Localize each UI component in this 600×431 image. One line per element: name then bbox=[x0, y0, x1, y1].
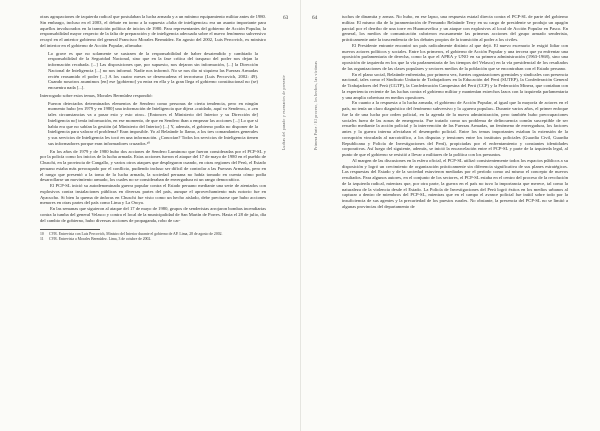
paragraph: En las semanas que siguieron al ataque del 17 de mayo de 1980, grupos de senderistas arrojaron bombas incendiarias contra la tumba del general Velasco y contra el local de la municipalidad de San Martín de Porres. Hasta el 28 de julio, día del cambio de gobierno, hubo diversas acciones de propaganda, robo de car- bbox=[40, 206, 266, 223]
paragraph: En cuanto a la respuesta a la lucha armada, el gobierno de Acción Popular, al igual que la mayoría de actores en el país, no tenía un claro diagnóstico del fenómeno subversivo y la «guerra popular». Durante varios años, el primer enfoque fue la de una lucha por orden policial, en la agenda de la nueva administración, pero también hubo preocupaciones sociales fuera de las zonas de emergencia. Fue tratado como un problema de delincuencia común susceptible de ser resuelto mediante la acción policial y la intervención de las Fuerzas Armadas, un fenómeno de envergadura, los factores antes y la guerra interna afectaban el desempeño policial. Entre los temas importantes estaban la extensión de la corrupción vinculada al narcotráfico, a los disputas y tensiones entre los institutos policiales (Guardia Civil, Guardia Republicana y Policía de Investigaciones del Perú), propiciadas por el enfrentamiento y constantes identidades corporativas. Así luego del siguiente, además, se inició la encarcelación entre el PCP-SL y parte de la izquierda legal, al punto de que el gobierno se resistió a llevar a militares de la política con los presuntos. bbox=[342, 100, 568, 157]
footnote-rule bbox=[40, 229, 100, 230]
page-number: 63 bbox=[283, 15, 289, 21]
running-head: Primera Parte / El proceso, los hechos, las víctimas bbox=[314, 60, 318, 150]
right-page bbox=[300, 0, 600, 431]
running-head: Luchas del pasado y escenarios de presente bbox=[282, 75, 286, 150]
paragraph: El Presidente entrante encontró un país radicalmente distinto al que dejó. El nuevo escenario le exigió lidiar con nuevos actores políticos y sociales. Entre los primeros, el gobierno de Acción Popular y una tercera que ya enfrentar una oposición parlamentaria de derecha, como la que el APRA y UNO en su primera administración (1963-1968), sino una oposición de izquierda en los que la vía parlamentaria de los tiempos del Velasco) en la vía presidencial de los resultados de las organizaciones de las clases populares y sectores medios de la población que se encontraban con el Estado peruano. bbox=[342, 42, 568, 71]
paragraph: En el plano social, Belaúnde enfrentaba, por primera vez, fuertes organizaciones gremiales y sindicales con presencia nacional, tales como el Sindicato Unitario de Trabajadores en la Educación del Perú (SUTEP), la Confederación General de Trabajadores del Perú (CGTP), la Confederación Campesina del Perú (CCP) y la Federación Minera, que contaban con la experiencia reciente de las luchas contra el gobierno militar y mantenían estrechos lazos con la izquierda parlamentaria y una amplia cobertura en medios opositores. bbox=[342, 71, 568, 100]
paragraph: Interrogado sobre estos temas, Morales Bermúdez respondió: bbox=[40, 92, 153, 98]
block-quote: Fueron detectados determinados elementos de Sendero como personas de cierta tendencia, pero en ningún momento hubo [en 1979 y en 1980] una información de Inteligencia que dijera «cuidado, aquí va Sendero», o «en tales circunstancias va a pasar esto y esto otro». [Entonces el Ministerio del Interior y su Dirección de] Inteligencia no] tenía información, en ese momento, de que en Sendero iban a empezar las acciones [...] Lo que sí había era que no sabían la gestión (al Ministerio del Interior) [...] Y, además, el gobierno podía no disponer de la Inteligencia para valorar el problema? Eran imposible. Yo al Belaúnde lo llamo, a los tres comandantes generales y sus servicios de Inteligencia les tocó en una información. ¿Conocían? Todos los servicios de Inteligencia tienen sus informadores porque eran informadores cruzados.¹⁰ bbox=[48, 100, 258, 146]
footnote-number: 11 bbox=[40, 236, 44, 241]
paragraph: otras agrupaciones de izquierda radical que postulaban la lucha armada y a un mínimo equipamiento militar antes de 1980. Sin embargo, incluso en el 2003, el debate en torno a la supuesta «falta de inteligencia» era un asunto importante para aquellos involucrados en la transición política de inicios de 1980. Para representantes del gobierno de Acción Popular, la responsabilidad mayor respecto de la falta de preparación y de inteligencia adecuada sobre el nuevo fenómeno subversivo recayó en el anterior gobierno del general Francisco Morales Bermúdez. En agosto del 2002, Luis Percovich, ex ministro del interior en el gobierno de Acción Popular, afirmaba: bbox=[40, 14, 266, 48]
paragraph: El PCP-SL inició su autodenominada guerra popular contra el Estado peruano mediante una serie de atentados con explosivos contra instalaciones públicas en diversas partes del país, aunque el aprovechamiento más notorio fue en Ayacucho. Si bien la quema de ánforas en Chuschi fue visto como un hecho aislado, debe precisarse que hubo acciones menores en otras partes del país como Lima y La Oroya. bbox=[40, 183, 266, 206]
page-number: 64 bbox=[312, 15, 318, 21]
left-page-text bbox=[40, 14, 266, 241]
paragraph: Al margen de las discusiones en la esfera oficial, el PCP-SL utilizó consistentemente todos los espacios públicos a su disposición y logró un crecimiento de organización prácticamente sin diferencia significativa de sus planes estratégicos. Las respuestas del Estado y de la sociedad estuvieron mediadas por el período como así mismo el concepto de nuevos resultados. Para algunos autores, en el conjunto de los sectores, el PCP-SL estaba en el centro del proceso de la revolución de la izquierda radical, mientras que, por otra parte, la guerra en el país no tuvo la importancia que merece, tal como la naturaleza de la violencia desde el Estado. La Policía de Investigaciones del Perú logró éxitos en los medios urbanos al capturar a dentro de miembros del PCP-SL, mientras que en el campo el avance policial fue inútil sobre todo por la insuficiencia de sus agentes y la precariedad de los puestos rurales. No obstante, la presencia del PCP-SL no se limitó a algunas provincias del departamento de bbox=[342, 157, 568, 209]
footnote-text: CVR. Entrevista con Luis Percovich, Ministro del Interior durante el gobierno de AP. Lima, 28 de agosto de 2002. bbox=[49, 232, 223, 237]
footnote-number: 10 bbox=[40, 232, 44, 237]
right-page-text bbox=[342, 14, 568, 210]
paragraph: En los años de 1979 y de 1980 hubo dos acciones de Sendero Luminoso que fueron consideradas por el PCP-SL y por la policía como los inicios de la lucha armada. Estas acciones fueron el ataque del 17 de mayo de 1980 en el pueblo de Chuschi, en la provincia de Cangallo, y varios otros ataques que desplegaron cuando, en otras regiones del Perú, el Estado peruano estaba más preocupado por el conflicto, pudiendo incluso ser difícil de controlar a las Fuerzas Armadas, pero en el rango que presentó a la toma de la lucha armada, la sociedad peruana no había tomado en cuenta cómo podía desarrollarse un movimiento armado, los cuales no se consideraban de envergadura ni un rango democrático. bbox=[40, 148, 266, 183]
footnote bbox=[40, 237, 266, 242]
block-quote: Lo grave es que no solamente se sustraen de la responsabilidad de haber desatendido y cambiado la responsabilidad de la Seguridad Nacional, sino que en la fase crítica del traspaso del poder nos dejan la información recabada. [...] Las disposiciones que, por supuesto, nos dejaron sin información, [...] la Dirección Nacional de Inteligencia [...] no nos informó. Nadie nos informó. No se nos dio ni siquiera las Fuerzas Armadas recién reasumido el poder [...] A los cuatro meses se desencadena el terrorismo (Luis Percovich, 2002: 49). Cuando nosotros asumimos [en] ese [gobierno] ya entra en ella y la gran llega el gobierno constitucional no (se) encuentra nada [...]. bbox=[48, 50, 258, 90]
footnote-text: CVR. Entrevista a Morales Bermúdez. Lima, 3 de octubre de 2002. bbox=[49, 236, 152, 241]
paragraph: tuchos de dinamita y armas. No hubo, en ese lapso, una respuesta estatal directa contra el PCP-SL de parte del gobierno militar. El mismo día de la juramentación de Fernando Belaúnde Terry en su cargo de presidente se produjo un apagón parcial por el derribo de una torre en Huancavelica y un ataque con explosivos al local de Acción Popular en Pasco. En general, los medios de comunicación cubrieron escasamente las primeras acciones del grupo armado senderista, prácticamente ante la trascendencia de los debates propios de la transición al poder a los civiles. bbox=[342, 14, 568, 42]
